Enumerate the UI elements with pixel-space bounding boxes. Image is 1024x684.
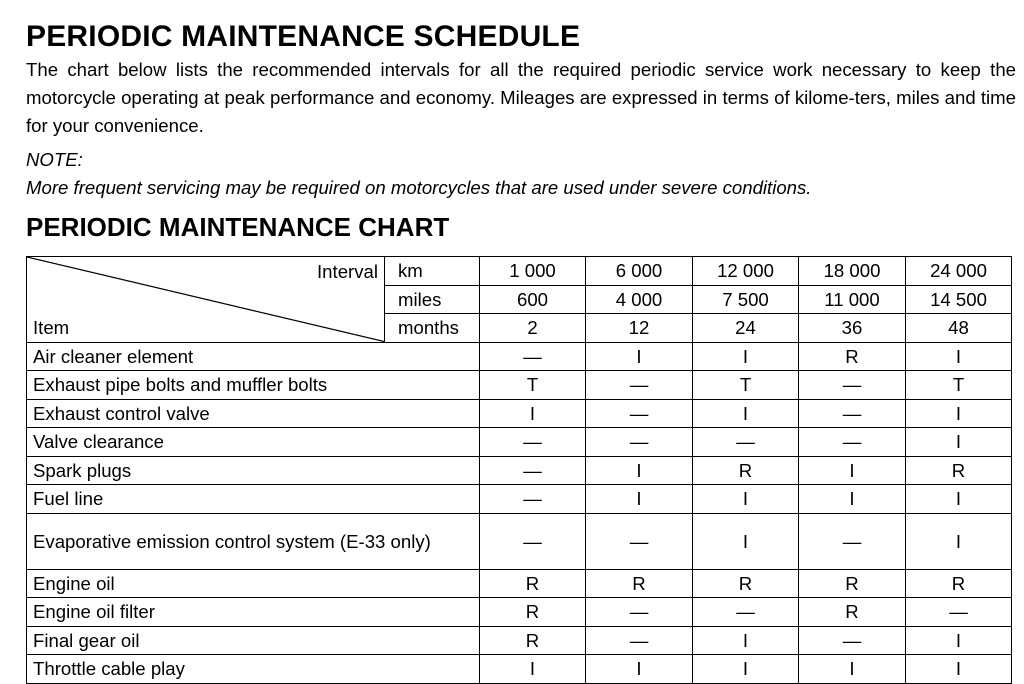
service-code: R bbox=[693, 569, 799, 598]
item-name: Evaporative emission control system (E-33 only) bbox=[27, 513, 480, 569]
table-row bbox=[27, 428, 1012, 457]
table-row bbox=[27, 456, 1012, 485]
service-code: — bbox=[586, 399, 693, 428]
service-code: — bbox=[586, 598, 693, 627]
maintenance-chart-table bbox=[26, 256, 1012, 684]
interval-item-corner-cell bbox=[27, 257, 385, 343]
months-value: 48 bbox=[906, 314, 1012, 343]
service-code: I bbox=[693, 513, 799, 569]
service-code: — bbox=[480, 485, 586, 514]
table-row bbox=[27, 513, 1012, 569]
miles-value: 7 500 bbox=[693, 285, 799, 314]
manual-page bbox=[26, 18, 1016, 680]
service-code: R bbox=[906, 569, 1012, 598]
service-code: — bbox=[799, 513, 906, 569]
service-code: — bbox=[799, 399, 906, 428]
page-title: PERIODIC MAINTENANCE SCHEDULE bbox=[26, 20, 581, 53]
miles-value: 600 bbox=[480, 285, 586, 314]
service-code: I bbox=[906, 342, 1012, 371]
note-text: More frequent servicing may be required on motorcycles that are used under severe conditions. bbox=[26, 177, 812, 198]
service-code: — bbox=[799, 371, 906, 400]
service-code: I bbox=[693, 399, 799, 428]
table-row bbox=[27, 371, 1012, 400]
service-code: R bbox=[906, 456, 1012, 485]
item-name: Valve clearance bbox=[27, 428, 480, 457]
table-row bbox=[27, 626, 1012, 655]
service-code: — bbox=[693, 428, 799, 457]
item-name: Final gear oil bbox=[27, 626, 480, 655]
service-code: T bbox=[906, 371, 1012, 400]
service-code: — bbox=[693, 598, 799, 627]
km-value: 24 000 bbox=[906, 257, 1012, 286]
service-code: I bbox=[799, 485, 906, 514]
note-label: NOTE: bbox=[26, 149, 83, 170]
table-row bbox=[27, 342, 1012, 371]
service-code: I bbox=[586, 485, 693, 514]
item-name: Engine oil bbox=[27, 569, 480, 598]
service-code: — bbox=[480, 342, 586, 371]
service-code: R bbox=[480, 598, 586, 627]
service-code: T bbox=[480, 371, 586, 400]
km-value: 6 000 bbox=[586, 257, 693, 286]
service-code: I bbox=[586, 655, 693, 684]
service-code: I bbox=[906, 626, 1012, 655]
service-code: T bbox=[693, 371, 799, 400]
months-value: 36 bbox=[799, 314, 906, 343]
service-code: I bbox=[586, 342, 693, 371]
service-code: R bbox=[799, 342, 906, 371]
service-code: I bbox=[906, 428, 1012, 457]
service-code: R bbox=[586, 569, 693, 598]
item-name: Air cleaner element bbox=[27, 342, 480, 371]
service-code: — bbox=[586, 428, 693, 457]
service-code: I bbox=[480, 655, 586, 684]
service-code: — bbox=[799, 626, 906, 655]
table-row bbox=[27, 399, 1012, 428]
item-name: Engine oil filter bbox=[27, 598, 480, 627]
service-code: R bbox=[693, 456, 799, 485]
miles-value: 11 000 bbox=[799, 285, 906, 314]
service-code: — bbox=[480, 513, 586, 569]
months-value: 12 bbox=[586, 314, 693, 343]
unit-months: months bbox=[385, 314, 480, 343]
service-code: I bbox=[693, 342, 799, 371]
service-code: — bbox=[906, 598, 1012, 627]
service-code: I bbox=[693, 655, 799, 684]
chart-title: PERIODIC MAINTENANCE CHART bbox=[26, 212, 450, 242]
table-row bbox=[27, 569, 1012, 598]
service-code: I bbox=[693, 626, 799, 655]
unit-km: km bbox=[385, 257, 480, 286]
service-code: I bbox=[906, 513, 1012, 569]
item-name: Exhaust pipe bolts and muffler bolts bbox=[27, 371, 480, 400]
header-row-km bbox=[27, 257, 1012, 286]
service-code: R bbox=[799, 598, 906, 627]
service-code: — bbox=[586, 371, 693, 400]
service-code: I bbox=[799, 456, 906, 485]
months-value: 2 bbox=[480, 314, 586, 343]
months-value: 24 bbox=[693, 314, 799, 343]
service-code: R bbox=[799, 569, 906, 598]
service-code: R bbox=[480, 626, 586, 655]
service-code: — bbox=[586, 513, 693, 569]
item-name: Spark plugs bbox=[27, 456, 480, 485]
service-code: — bbox=[480, 456, 586, 485]
item-name: Throttle cable play bbox=[27, 655, 480, 684]
item-label: Item bbox=[33, 316, 70, 338]
service-code: — bbox=[799, 428, 906, 457]
service-code: — bbox=[480, 428, 586, 457]
service-code: I bbox=[906, 485, 1012, 514]
item-name: Exhaust control valve bbox=[27, 399, 480, 428]
service-code: I bbox=[799, 655, 906, 684]
interval-label: Interval bbox=[317, 261, 378, 282]
item-name: Fuel line bbox=[27, 485, 480, 514]
service-code: I bbox=[906, 655, 1012, 684]
km-value: 1 000 bbox=[480, 257, 586, 286]
service-code: I bbox=[586, 456, 693, 485]
service-code: I bbox=[480, 399, 586, 428]
miles-value: 14 500 bbox=[906, 285, 1012, 314]
unit-miles: miles bbox=[385, 285, 480, 314]
intro-paragraph: The chart below lists the recommended intervals for all the required periodic service work necessary to keep the motorcycle operating at peak performance and economy. Mileages are expressed in terms of kilome-ters, miles and time for your convenience. bbox=[26, 59, 1016, 136]
km-value: 12 000 bbox=[693, 257, 799, 286]
km-value: 18 000 bbox=[799, 257, 906, 286]
table-row bbox=[27, 485, 1012, 514]
table-row bbox=[27, 655, 1012, 684]
miles-value: 4 000 bbox=[586, 285, 693, 314]
table-row bbox=[27, 598, 1012, 627]
service-code: I bbox=[906, 399, 1012, 428]
service-code: — bbox=[586, 626, 693, 655]
service-code: I bbox=[693, 485, 799, 514]
service-code: R bbox=[480, 569, 586, 598]
